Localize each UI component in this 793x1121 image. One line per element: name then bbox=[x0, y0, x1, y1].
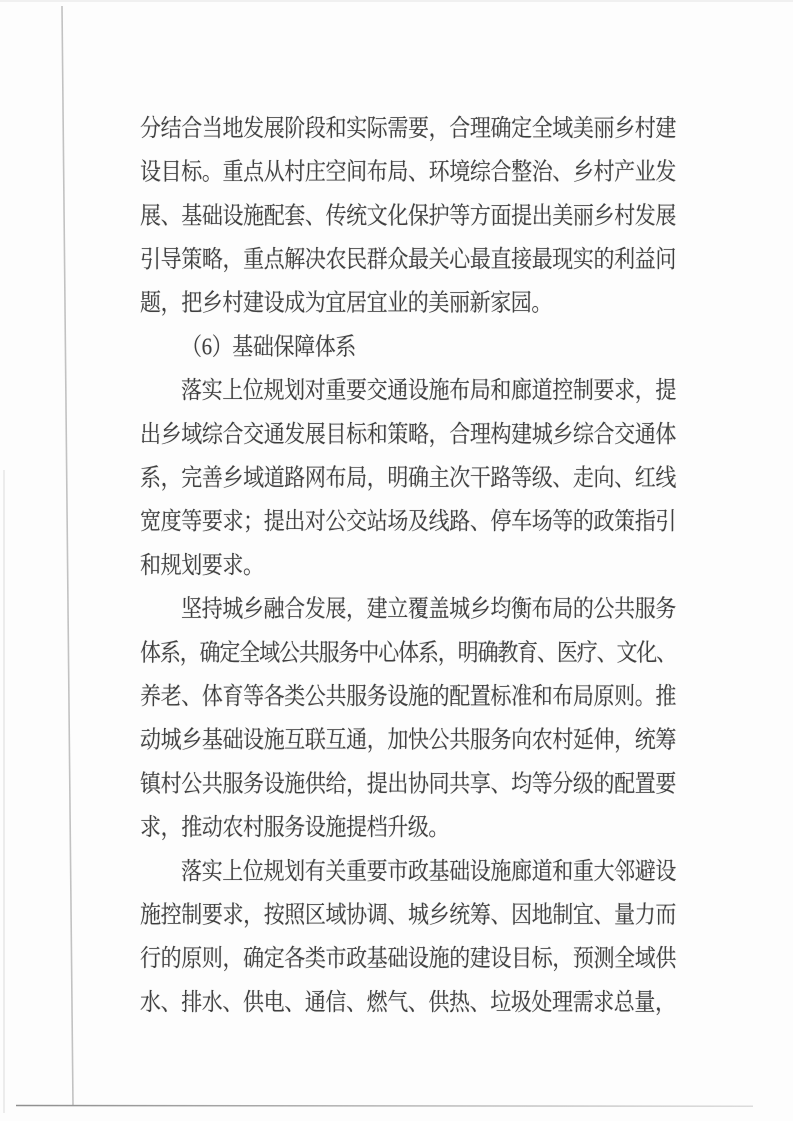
text-line: 水、排水、供电、通信、燃气、供热、垃圾处理需求总量， bbox=[140, 988, 676, 1016]
scan-bottom-edge-line bbox=[16, 1106, 753, 1107]
text-line: 系，完善乡域道路网布局，明确主次干路等级、走向、红线 bbox=[140, 463, 676, 492]
text-line: 题，把乡村建设成为宜居宜业的美丽新家园。 bbox=[140, 288, 552, 317]
text-line: 展、基础设施配套、传统文化保护等方面提出美丽乡村发展 bbox=[140, 201, 676, 230]
text-line: 动城乡基础设施互联互通，加快公共服务向农村延伸，统筹 bbox=[140, 725, 676, 754]
text-line: 和规划要求。 bbox=[140, 551, 264, 579]
text-line: 出乡域综合交通发展目标和策略，合理构建城乡综合交通体 bbox=[140, 419, 676, 448]
text-line: 宽度等要求；提出对公交站场及线路、停车场等的政策指引 bbox=[140, 507, 676, 535]
text-line: 引导策略，重点解决农民群众最关心最直接最现实的利益问 bbox=[140, 245, 676, 273]
text-line: 镇村公共服务设施供给，提出协同共享、均等分级的配置要 bbox=[140, 769, 676, 798]
text-line: 体系，确定全域公共服务中心体系，明确教育、医疗、文化、 bbox=[140, 638, 676, 667]
text-line: 求，推动农村服务设施提档升级。 bbox=[140, 813, 449, 841]
text-line: 施控制要求，按照区域协调、城乡统筹、因地制宜、量力而 bbox=[140, 900, 676, 929]
text-line: 坚持城乡融合发展，建立覆盖城乡均衡布局的公共服务 bbox=[181, 594, 676, 623]
text-line: 分结合当地发展阶段和实际需要，合理确定全域美丽乡村建 bbox=[140, 114, 676, 142]
scan-fold-line bbox=[62, 6, 73, 1106]
section-heading: （6）基础保障体系 bbox=[181, 332, 356, 361]
document-text bbox=[140, 106, 676, 1024]
text-line: 行的原则，确定各类市政基础设施的建设目标，预测全域供 bbox=[140, 944, 676, 972]
text-line: 设目标。重点从村庄空间布局、环境综合整治、乡村产业发 bbox=[140, 157, 676, 186]
text-line: 落实上位规划有关重要市政基础设施廊道和重大邻避设 bbox=[181, 856, 676, 885]
text-line: 落实上位规划对重要交通设施布局和廊道控制要求，提 bbox=[181, 376, 676, 404]
text-line: 养老、体育等各类公共服务设施的配置标准和布局原则。推 bbox=[140, 682, 676, 710]
